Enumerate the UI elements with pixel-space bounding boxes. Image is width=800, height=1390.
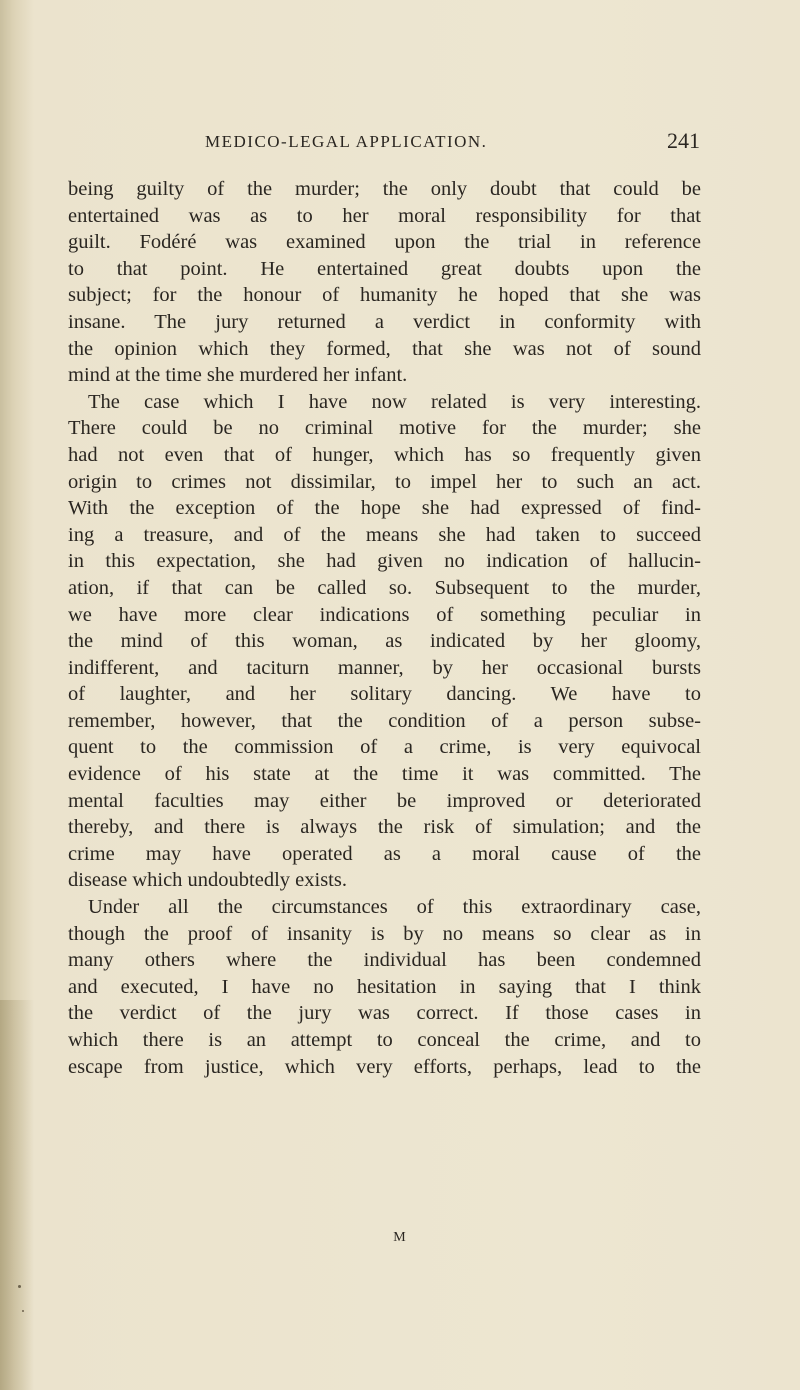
text-line: thereby, and there is always the risk of simulation; and the <box>68 816 701 839</box>
text-line: being guilty of the murder; the only doubt that could be <box>68 178 701 200</box>
text-line: origin to crimes not dissimilar, to impel her to such an act. <box>68 470 701 493</box>
text-line: had not even that of hunger, which has so frequently given <box>68 443 701 466</box>
text-line: mental faculties may either be improved or deteriorated <box>68 789 701 812</box>
text-line: ing a treasure, and of the means she had taken to succeed <box>68 523 701 546</box>
text-line: we have more clear indications of something peculiar in <box>68 603 701 626</box>
signature-mark: M <box>393 1230 407 1245</box>
body-text <box>68 176 701 1080</box>
text-line: which there is an attempt to conceal the crime, and to <box>68 1029 701 1051</box>
text-line: escape from justice, which very efforts, perhaps, lead to the <box>68 1055 701 1078</box>
text-line: remember, however, that the condition of a person subse- <box>68 709 701 732</box>
text-line: The case which I have now related is very interesting. <box>88 390 701 413</box>
text-line: crime may have operated as a moral cause of the <box>68 842 701 865</box>
text-line: the mind of this woman, as indicated by her gloomy, <box>68 630 701 653</box>
page-number: 241 <box>667 128 700 153</box>
text-line: indifferent, and taciturn manner, by her occasional bursts <box>68 656 701 679</box>
text-line: many others where the individual has been condemned <box>68 949 701 972</box>
text-line: in this expectation, she had given no indication of hallucin- <box>68 550 701 573</box>
text-line: and executed, I have no hesitation in saying that I think <box>68 975 701 998</box>
text-line: Under all the circumstances of this extraordinary case, <box>88 896 701 919</box>
text-line: quent to the commission of a crime, is very equivocal <box>68 736 701 759</box>
paper-speck <box>22 1310 24 1312</box>
text-line: entertained was as to her moral responsibility for that <box>68 204 701 227</box>
text-line: of laughter, and her solitary dancing. We have to <box>68 683 701 706</box>
text-line: There could be no criminal motive for the murder; she <box>68 417 701 440</box>
text-line: disease which undoubtedly exists. <box>68 869 347 892</box>
text-line: the verdict of the jury was correct. If those cases in <box>68 1002 701 1025</box>
binding-shadow <box>0 1000 34 1390</box>
text-line: evidence of his state at the time it was committed. The <box>68 763 701 786</box>
text-line: insane. The jury returned a verdict in conformity with <box>68 310 701 333</box>
text-line: to that point. He entertained great doubts upon the <box>68 257 701 280</box>
text-line: the opinion which they formed, that she was not of sound <box>68 337 701 360</box>
text-line: mind at the time she murdered her infant. <box>68 364 408 387</box>
text-line: subject; for the honour of humanity he hoped that she was <box>68 284 701 307</box>
text-line: With the exception of the hope she had expressed of find- <box>68 497 701 520</box>
paper-speck <box>18 1285 21 1288</box>
text-line: guilt. Fodéré was examined upon the trial in reference <box>68 231 701 254</box>
text-line: ation, if that can be called so. Subsequent to the murder, <box>68 576 701 599</box>
running-title: MEDICO-LEGAL APPLICATION. <box>205 132 488 151</box>
text-line: though the proof of insanity is by no means so clear as in <box>68 922 701 945</box>
running-head <box>205 128 700 160</box>
